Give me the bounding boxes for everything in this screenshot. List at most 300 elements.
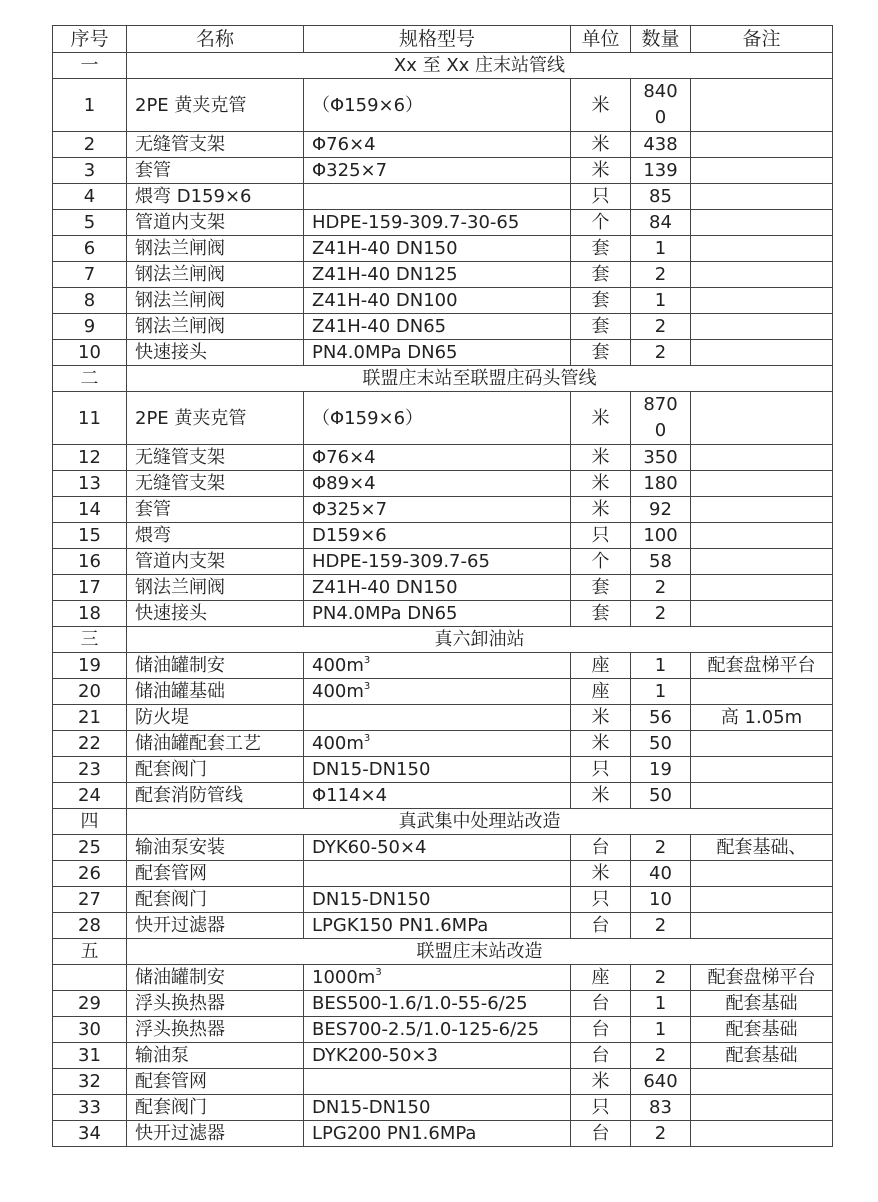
- cell-name: 配套管网: [127, 861, 304, 887]
- cell-note: [691, 1095, 833, 1121]
- cell-qty: 2: [631, 340, 691, 366]
- cell-note: [691, 445, 833, 471]
- cell-name: 快速接头: [127, 340, 304, 366]
- cell-spec: [304, 1017, 571, 1043]
- cell-no: 31: [53, 1043, 127, 1069]
- table-row: [53, 523, 833, 549]
- cell-no: 18: [53, 601, 127, 627]
- section-row: [53, 809, 833, 835]
- cell-note: 配套基础: [691, 1043, 833, 1069]
- cell-qty: 50: [631, 731, 691, 757]
- cell-unit: 台: [571, 835, 631, 861]
- cell-unit: 座: [571, 679, 631, 705]
- cell-note: [691, 1069, 833, 1095]
- cell-note: [691, 523, 833, 549]
- section-title: Xx 至 Xx 庄末站管线: [127, 53, 833, 79]
- cell-qty: 2: [631, 1121, 691, 1147]
- spec-text: LPG200 PN1.6MPa: [312, 1123, 477, 1144]
- table-row: [53, 757, 833, 783]
- cell-note: [691, 262, 833, 288]
- cell-unit: 套: [571, 314, 631, 340]
- spec-text: 400m: [312, 681, 364, 702]
- cell-spec: [304, 965, 571, 991]
- cell-unit: 套: [571, 340, 631, 366]
- cell-no: 19: [53, 653, 127, 679]
- cell-unit: 套: [571, 601, 631, 627]
- table-row: [53, 158, 833, 184]
- cell-qty: 85: [631, 184, 691, 210]
- cell-unit: 米: [571, 783, 631, 809]
- cell-name: 配套消防管线: [127, 783, 304, 809]
- cell-spec: [304, 262, 571, 288]
- cell-spec: [304, 471, 571, 497]
- cell-unit: 台: [571, 1017, 631, 1043]
- section-row: [53, 53, 833, 79]
- materials-table: [52, 25, 833, 1147]
- cell-qty: 1: [631, 288, 691, 314]
- table-row: [53, 575, 833, 601]
- cell-name: 煨弯 D159×6: [127, 184, 304, 210]
- cell-qty: 2: [631, 314, 691, 340]
- spec-text: 400m: [312, 733, 364, 754]
- cell-spec: [304, 575, 571, 601]
- cell-qty: 180: [631, 471, 691, 497]
- cell-unit: 米: [571, 79, 631, 132]
- spec-superscript: 3: [363, 681, 371, 692]
- table-row: [53, 132, 833, 158]
- cell-name: 无缝管支架: [127, 471, 304, 497]
- table-row: [53, 445, 833, 471]
- qty-line-1: 870: [643, 394, 678, 415]
- cell-spec: [304, 184, 571, 210]
- cell-note: 配套基础: [691, 991, 833, 1017]
- spec-text: DN15-DN150: [312, 1097, 431, 1118]
- cell-name: 管道内支架: [127, 210, 304, 236]
- cell-qty: 139: [631, 158, 691, 184]
- spec-text: Φ76×4: [312, 134, 376, 155]
- cell-name: 浮头换热器: [127, 991, 304, 1017]
- spec-text: （Φ159×6）: [312, 407, 424, 429]
- section-title: 真武集中处理站改造: [127, 809, 833, 835]
- cell-qty: 84: [631, 210, 691, 236]
- cell-note: [691, 210, 833, 236]
- cell-no: 25: [53, 835, 127, 861]
- cell-name: 无缝管支架: [127, 445, 304, 471]
- cell-note: [691, 497, 833, 523]
- cell-spec: [304, 210, 571, 236]
- section-index: 五: [53, 939, 127, 965]
- spec-text: PN4.0MPa DN65: [312, 342, 458, 363]
- cell-no: 30: [53, 1017, 127, 1043]
- cell-qty: 100: [631, 523, 691, 549]
- table-row: [53, 1069, 833, 1095]
- cell-note: 配套基础: [691, 1017, 833, 1043]
- cell-qty: 50: [631, 783, 691, 809]
- cell-qty: 2: [631, 1043, 691, 1069]
- qty-line-2: 0: [654, 107, 667, 128]
- cell-unit: 个: [571, 549, 631, 575]
- header-spec: 规格型号: [304, 26, 571, 53]
- cell-note: [691, 731, 833, 757]
- cell-note: [691, 184, 833, 210]
- spec-text: DYK60-50×4: [312, 837, 427, 858]
- cell-name: 输油泵安装: [127, 835, 304, 861]
- spec-superscript: 3: [363, 733, 371, 744]
- cell-qty: 2: [631, 965, 691, 991]
- cell-no: 12: [53, 445, 127, 471]
- spec-text: PN4.0MPa DN65: [312, 603, 458, 624]
- cell-qty: 2: [631, 913, 691, 939]
- cell-qty: 40: [631, 861, 691, 887]
- cell-qty: 2: [631, 835, 691, 861]
- cell-qty: 1: [631, 991, 691, 1017]
- spec-text: Z41H-40 DN125: [312, 264, 458, 285]
- section-title: 联盟庄末站至联盟庄码头管线: [127, 366, 833, 392]
- spec-text: Φ325×7: [312, 499, 388, 520]
- spec-text: 1000m: [312, 967, 376, 988]
- cell-no: 22: [53, 731, 127, 757]
- cell-spec: [304, 653, 571, 679]
- cell-name: 配套阀门: [127, 757, 304, 783]
- table-row: [53, 653, 833, 679]
- table-body: [53, 26, 833, 1147]
- cell-spec: [304, 679, 571, 705]
- cell-spec: [304, 1043, 571, 1069]
- table-row: [53, 861, 833, 887]
- cell-no: 20: [53, 679, 127, 705]
- cell-spec: [304, 340, 571, 366]
- header-name: 名称: [127, 26, 304, 53]
- table-row: [53, 835, 833, 861]
- cell-name: 储油罐制安: [127, 653, 304, 679]
- cell-qty: 1: [631, 679, 691, 705]
- cell-unit: 台: [571, 991, 631, 1017]
- cell-unit: 米: [571, 392, 631, 445]
- cell-unit: 台: [571, 1121, 631, 1147]
- cell-no: 23: [53, 757, 127, 783]
- cell-spec: [304, 783, 571, 809]
- table-row: [53, 1095, 833, 1121]
- section-title: 真六卸油站: [127, 627, 833, 653]
- cell-qty: 19: [631, 757, 691, 783]
- cell-unit: 米: [571, 497, 631, 523]
- cell-spec: [304, 158, 571, 184]
- cell-unit: 个: [571, 210, 631, 236]
- section-row: [53, 627, 833, 653]
- cell-name: 2PE 黄夹克管: [127, 392, 304, 445]
- spec-text: D159×6: [312, 525, 387, 546]
- cell-no: 26: [53, 861, 127, 887]
- cell-unit: 套: [571, 236, 631, 262]
- cell-unit: 套: [571, 288, 631, 314]
- cell-note: [691, 158, 833, 184]
- spec-text: BES500-1.6/1.0-55-6/25: [312, 993, 528, 1014]
- cell-unit: 台: [571, 913, 631, 939]
- cell-no: 21: [53, 705, 127, 731]
- cell-unit: 只: [571, 1095, 631, 1121]
- cell-qty: 83: [631, 1095, 691, 1121]
- cell-no: 33: [53, 1095, 127, 1121]
- section-index: 三: [53, 627, 127, 653]
- table-row: [53, 991, 833, 1017]
- cell-no: [53, 965, 127, 991]
- table-row: [53, 1121, 833, 1147]
- section-index: 二: [53, 366, 127, 392]
- spec-text: （Φ159×6）: [312, 94, 424, 116]
- qty-line-1: 840: [643, 81, 678, 102]
- spec-text: BES700-2.5/1.0-125-6/25: [312, 1019, 540, 1040]
- table-row: [53, 471, 833, 497]
- cell-note: [691, 887, 833, 913]
- cell-spec: [304, 705, 571, 731]
- cell-note: [691, 601, 833, 627]
- cell-qty: [631, 392, 691, 445]
- cell-name: 配套管网: [127, 1069, 304, 1095]
- cell-note: 高 1.05m: [691, 705, 833, 731]
- cell-unit: 套: [571, 262, 631, 288]
- cell-qty: 2: [631, 575, 691, 601]
- cell-qty: 2: [631, 601, 691, 627]
- cell-note: [691, 549, 833, 575]
- header-qty: 数量: [631, 26, 691, 53]
- spec-text: Φ89×4: [312, 473, 376, 494]
- cell-note: [691, 913, 833, 939]
- cell-qty: 438: [631, 132, 691, 158]
- cell-no: 11: [53, 392, 127, 445]
- cell-no: 24: [53, 783, 127, 809]
- cell-name: 防火堤: [127, 705, 304, 731]
- table-row: [53, 705, 833, 731]
- cell-note: [691, 575, 833, 601]
- cell-note: [691, 757, 833, 783]
- spec-text: DN15-DN150: [312, 889, 431, 910]
- cell-name: 储油罐基础: [127, 679, 304, 705]
- cell-note: [691, 79, 833, 132]
- cell-spec: [304, 497, 571, 523]
- table-row: [53, 1043, 833, 1069]
- cell-name: 浮头换热器: [127, 1017, 304, 1043]
- cell-no: 32: [53, 1069, 127, 1095]
- cell-no: 15: [53, 523, 127, 549]
- section-row: [53, 939, 833, 965]
- cell-spec: [304, 288, 571, 314]
- cell-spec: [304, 835, 571, 861]
- section-row: [53, 366, 833, 392]
- spec-text: Φ325×7: [312, 160, 388, 181]
- cell-unit: 套: [571, 575, 631, 601]
- cell-note: [691, 340, 833, 366]
- cell-unit: 米: [571, 158, 631, 184]
- cell-no: 14: [53, 497, 127, 523]
- spec-superscript: 3: [363, 655, 371, 666]
- cell-name: 快速接头: [127, 601, 304, 627]
- cell-spec: [304, 1069, 571, 1095]
- cell-qty: 1: [631, 236, 691, 262]
- cell-spec: [304, 731, 571, 757]
- cell-no: 27: [53, 887, 127, 913]
- table-row: [53, 288, 833, 314]
- cell-qty: 58: [631, 549, 691, 575]
- spec-text: Z41H-40 DN100: [312, 290, 458, 311]
- cell-no: 3: [53, 158, 127, 184]
- cell-note: [691, 471, 833, 497]
- cell-unit: 座: [571, 653, 631, 679]
- cell-no: 17: [53, 575, 127, 601]
- table-row: [53, 392, 833, 445]
- table-row: [53, 549, 833, 575]
- cell-spec: [304, 601, 571, 627]
- table-row: [53, 497, 833, 523]
- cell-name: 套管: [127, 158, 304, 184]
- cell-no: 1: [53, 79, 127, 132]
- cell-unit: 米: [571, 705, 631, 731]
- cell-name: 钢法兰闸阀: [127, 575, 304, 601]
- spec-text: DYK200-50×3: [312, 1045, 438, 1066]
- cell-unit: 只: [571, 523, 631, 549]
- cell-note: [691, 783, 833, 809]
- cell-unit: 米: [571, 445, 631, 471]
- table-row: [53, 1017, 833, 1043]
- table-row: [53, 340, 833, 366]
- cell-qty: 640: [631, 1069, 691, 1095]
- cell-name: 配套阀门: [127, 887, 304, 913]
- header-note: 备注: [691, 26, 833, 53]
- section-index: 一: [53, 53, 127, 79]
- cell-note: [691, 132, 833, 158]
- cell-no: 13: [53, 471, 127, 497]
- cell-no: 29: [53, 991, 127, 1017]
- cell-spec: [304, 314, 571, 340]
- cell-name: 配套阀门: [127, 1095, 304, 1121]
- cell-name: 输油泵: [127, 1043, 304, 1069]
- cell-no: 8: [53, 288, 127, 314]
- cell-spec: [304, 757, 571, 783]
- cell-qty: 2: [631, 262, 691, 288]
- spec-text: Φ76×4: [312, 447, 376, 468]
- cell-spec: [304, 887, 571, 913]
- cell-spec: [304, 991, 571, 1017]
- table-row: [53, 965, 833, 991]
- cell-note: 配套盘梯平台: [691, 653, 833, 679]
- cell-no: 9: [53, 314, 127, 340]
- cell-spec: [304, 913, 571, 939]
- qty-line-2: 0: [654, 420, 667, 441]
- cell-note: 配套盘梯平台: [691, 965, 833, 991]
- cell-name: 煨弯: [127, 523, 304, 549]
- cell-note: [691, 314, 833, 340]
- cell-name: 储油罐制安: [127, 965, 304, 991]
- cell-spec: [304, 523, 571, 549]
- cell-spec: [304, 549, 571, 575]
- spec-text: HDPE-159-309.7-65: [312, 551, 490, 572]
- spec-text: Z41H-40 DN150: [312, 238, 458, 259]
- cell-name: 钢法兰闸阀: [127, 314, 304, 340]
- spec-text: Z41H-40 DN150: [312, 577, 458, 598]
- cell-qty: 1: [631, 1017, 691, 1043]
- cell-note: [691, 1121, 833, 1147]
- cell-qty: 92: [631, 497, 691, 523]
- section-index: 四: [53, 809, 127, 835]
- cell-no: 4: [53, 184, 127, 210]
- spec-text: HDPE-159-309.7-30-65: [312, 212, 520, 233]
- spec-text: Φ114×4: [312, 785, 388, 806]
- cell-unit: 只: [571, 757, 631, 783]
- section-title: 联盟庄末站改造: [127, 939, 833, 965]
- table-row: [53, 262, 833, 288]
- cell-name: 储油罐配套工艺: [127, 731, 304, 757]
- cell-spec: [304, 236, 571, 262]
- cell-note: [691, 236, 833, 262]
- cell-note: [691, 288, 833, 314]
- cell-qty: 56: [631, 705, 691, 731]
- table-row: [53, 731, 833, 757]
- cell-unit: 座: [571, 965, 631, 991]
- cell-spec: [304, 132, 571, 158]
- cell-unit: 只: [571, 887, 631, 913]
- header-no: 序号: [53, 26, 127, 53]
- table-row: [53, 887, 833, 913]
- cell-unit: 台: [571, 1043, 631, 1069]
- spec-text: LPGK150 PN1.6MPa: [312, 915, 489, 936]
- cell-name: 钢法兰闸阀: [127, 262, 304, 288]
- spec-text: DN15-DN150: [312, 759, 431, 780]
- cell-spec: [304, 861, 571, 887]
- spec-text: 400m: [312, 655, 364, 676]
- cell-unit: 米: [571, 731, 631, 757]
- cell-spec: [304, 445, 571, 471]
- cell-qty: [631, 79, 691, 132]
- cell-spec: [304, 1095, 571, 1121]
- cell-name: 钢法兰闸阀: [127, 288, 304, 314]
- cell-no: 5: [53, 210, 127, 236]
- table-row: [53, 236, 833, 262]
- cell-spec: [304, 1121, 571, 1147]
- cell-name: 快开过滤器: [127, 913, 304, 939]
- cell-qty: 350: [631, 445, 691, 471]
- table-row: [53, 679, 833, 705]
- cell-name: 无缝管支架: [127, 132, 304, 158]
- cell-name: 快开过滤器: [127, 1121, 304, 1147]
- cell-no: 28: [53, 913, 127, 939]
- cell-no: 7: [53, 262, 127, 288]
- cell-no: 16: [53, 549, 127, 575]
- table-row: [53, 913, 833, 939]
- cell-no: 34: [53, 1121, 127, 1147]
- spec-text: Z41H-40 DN65: [312, 316, 447, 337]
- cell-unit: 米: [571, 1069, 631, 1095]
- table-row: [53, 601, 833, 627]
- table-row: [53, 783, 833, 809]
- cell-spec: [304, 79, 571, 132]
- header-unit: 单位: [571, 26, 631, 53]
- cell-unit: 米: [571, 471, 631, 497]
- cell-name: 2PE 黄夹克管: [127, 79, 304, 132]
- cell-no: 10: [53, 340, 127, 366]
- cell-note: [691, 861, 833, 887]
- header-row: [53, 26, 833, 53]
- cell-note: [691, 392, 833, 445]
- cell-name: 钢法兰闸阀: [127, 236, 304, 262]
- cell-qty: 1: [631, 653, 691, 679]
- cell-spec: [304, 392, 571, 445]
- cell-no: 2: [53, 132, 127, 158]
- cell-name: 管道内支架: [127, 549, 304, 575]
- cell-no: 6: [53, 236, 127, 262]
- spec-superscript: 3: [375, 967, 382, 978]
- cell-name: 套管: [127, 497, 304, 523]
- table-row: [53, 210, 833, 236]
- cell-note: [691, 679, 833, 705]
